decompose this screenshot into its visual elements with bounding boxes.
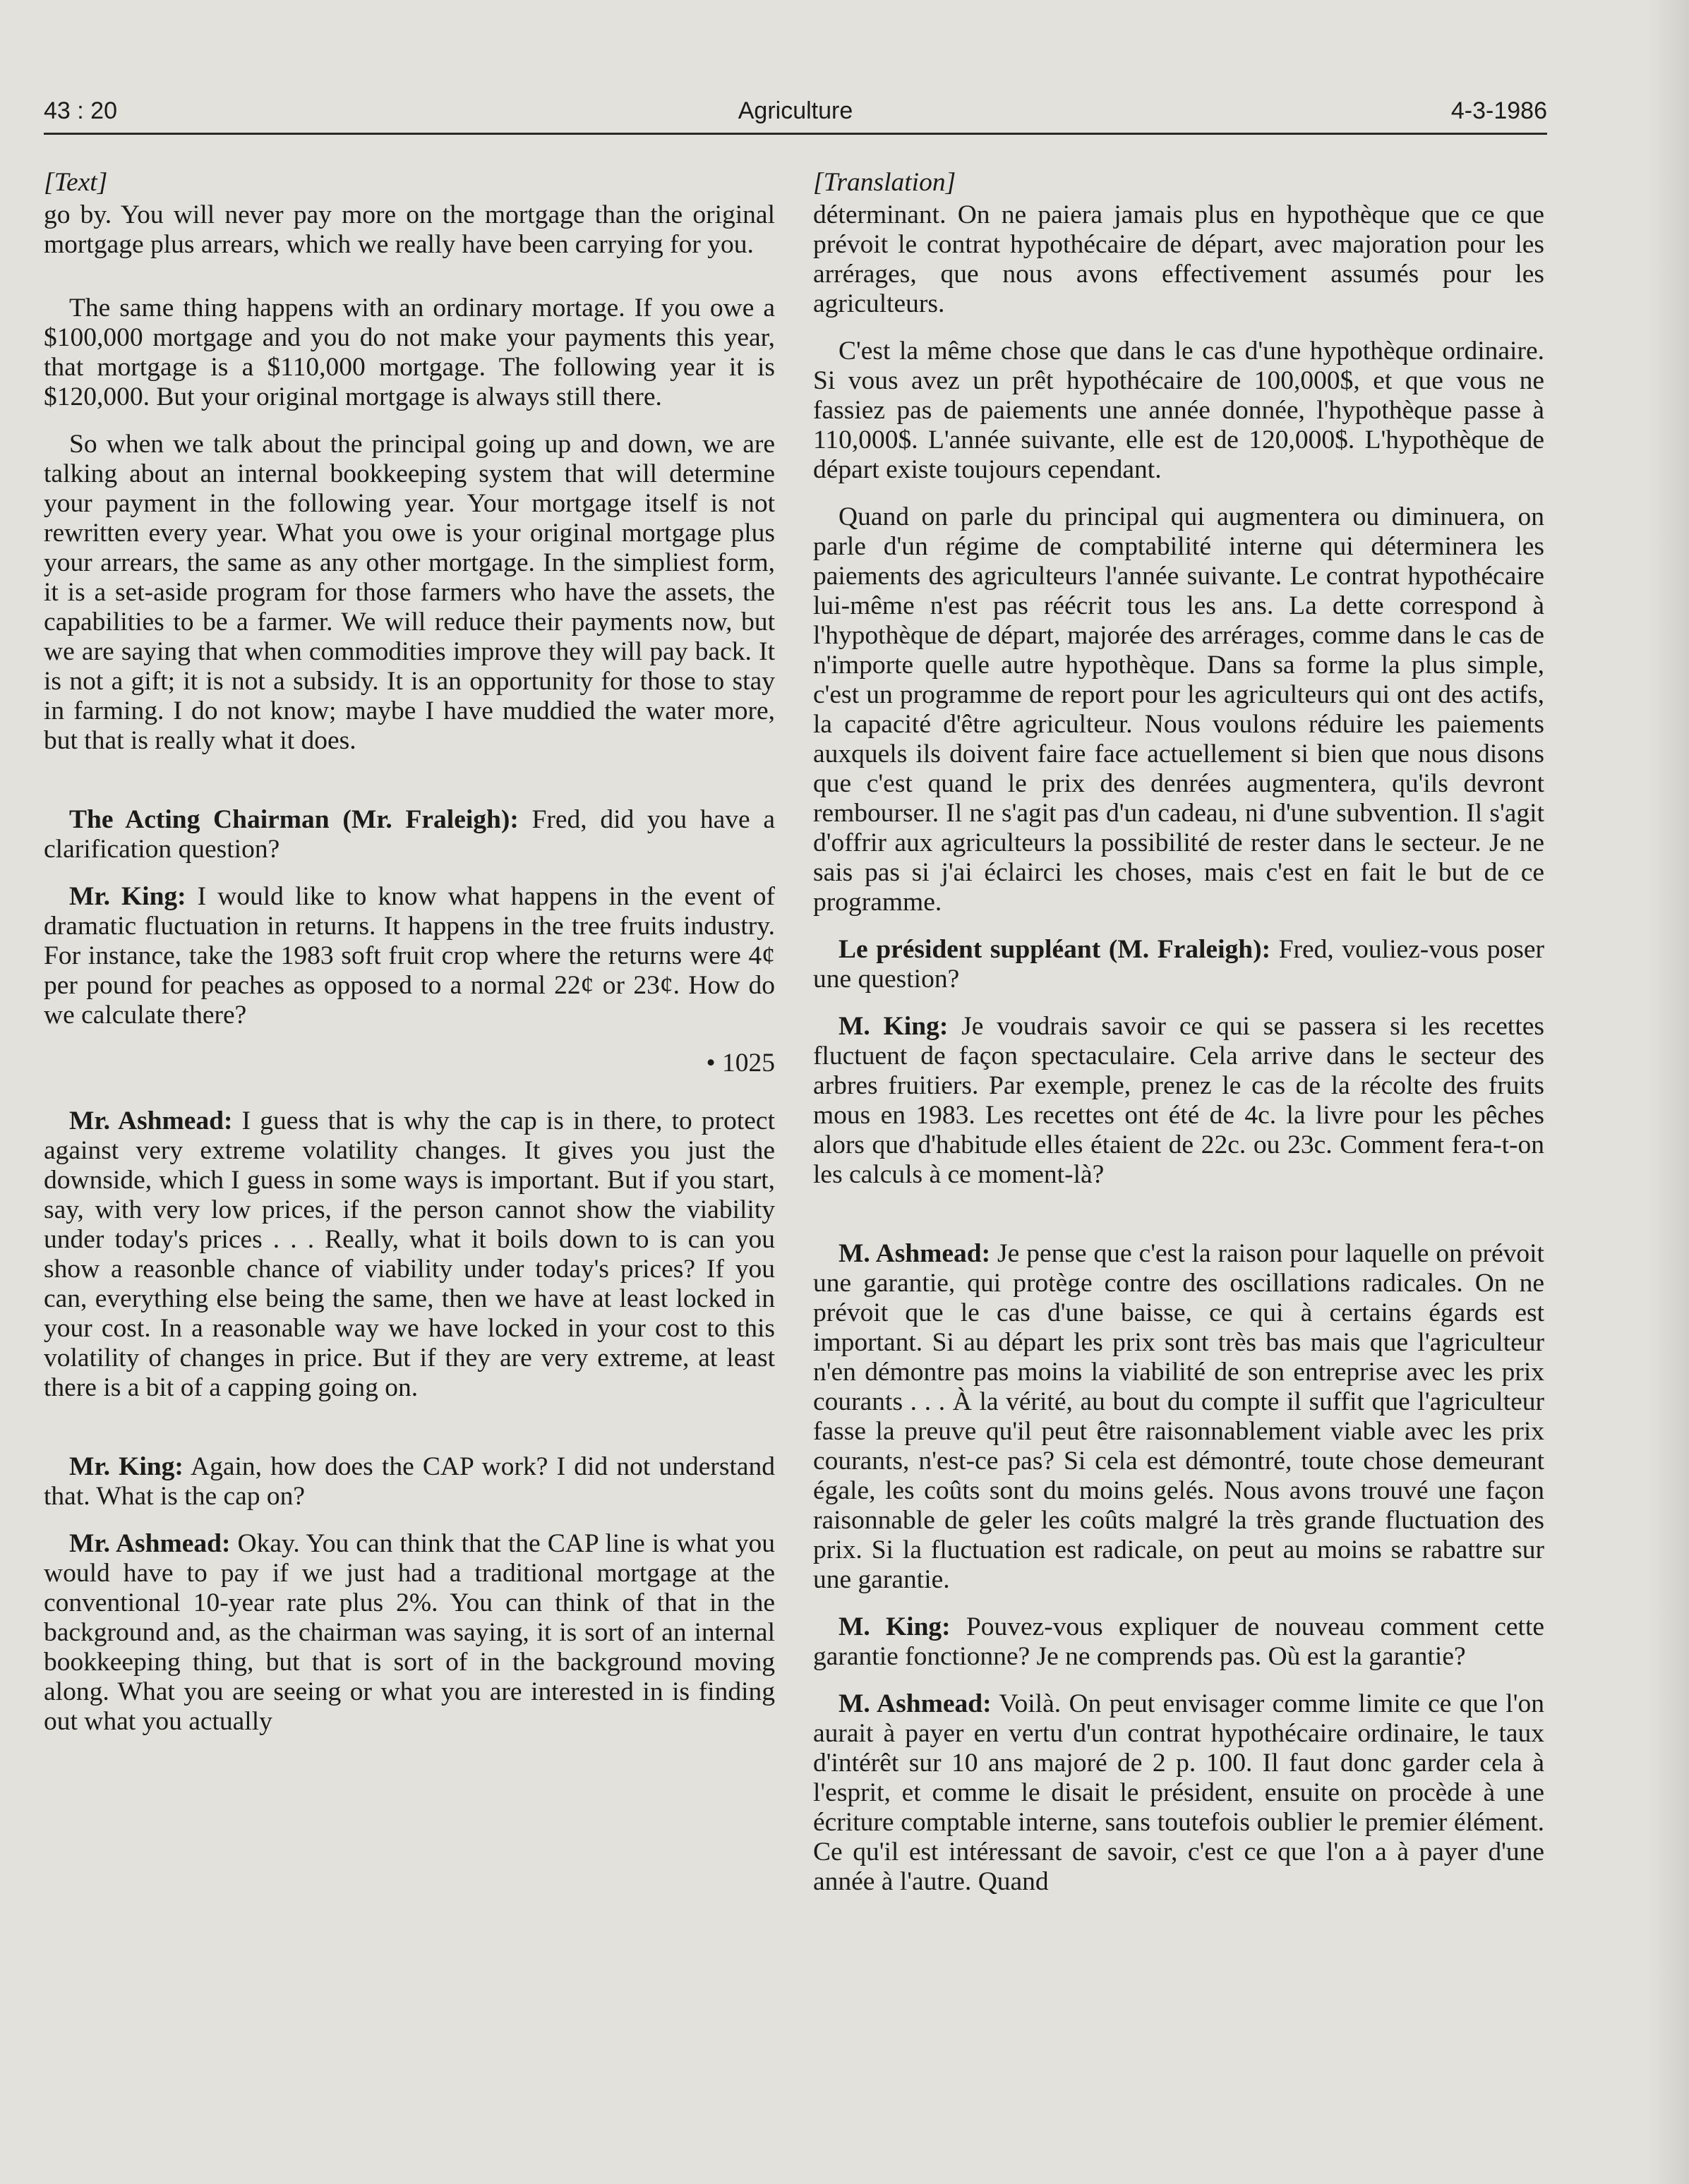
running-title: Agriculture	[738, 97, 853, 124]
speaker-name: Mr. Ashmead:	[69, 1106, 233, 1135]
paragraph: So when we talk about the principal going up and down, we are talking about an internal bookkeeping system that will determine your payment in the following year. Your mortgage itself is not rewritten every year. What you owe is your original mortgage plus your arrears, the same as any other mortgage. In the simpliest form, it is a set-aside program for those farmers who have the assets, the capabilities to be a farmer. We will reduce their payments now, but we are saying that when commodities improve they will pay back. It is not a gift; it is not a subsidy. It is an opportunity for those to stay in farming. I do not know; maybe I have muddied the water more, but that is really what it does.	[44, 430, 775, 755]
speech-text: Fred, did you have a clarification question?	[44, 805, 775, 864]
speech-paragraph	[813, 1689, 1544, 1897]
speech-text: I guess that is why the cap is in there, to protect against very extreme volatility changes. It gives you just the downside, which I guess in some ways is important. But if you start, say, with very low prices, if the person cannot show the viability under today's prices . . . Really, what it boils down to is can you show a reasonble chance of viability under today's prices? If you can, everything else being the same, then we have at least locked in your cost. In a reasonable way we have locked in your cost to this volatility of changes in price. But if they are very extreme, at least there is a bit of a capping going on.	[44, 1106, 775, 1402]
language-tag: [Text]	[44, 168, 108, 197]
speech-paragraph	[813, 1239, 1544, 1595]
speech-text: Je voudrais savoir ce qui se passera si les recettes fluctuent de façon spectaculaire. Cela arrive dans le secteur des arbres fruitiers. Par exemple, prenez le cas de la récolte des fruits mous en 1983. Les recettes ont été de 4c. la livre pour les pêches alors que d'habitude elles étaient de 22c. ou 23c. Comment fera-t-on les calculs à ce moment-là?	[813, 1012, 1545, 1189]
speech-paragraph	[44, 1106, 775, 1403]
paragraph: go by. You will never pay more on the mortgage than the original mortgage plus arrears, which we really have been carrying for you.	[44, 200, 775, 259]
paragraph: déterminant. On ne paiera jamais plus en hypothèque que ce que prévoit le contrat hypothécaire de départ, avec majoration pour les arrérages, que nous avons effectivement assumés pour les agriculteurs.	[813, 200, 1544, 318]
page-header	[44, 93, 1547, 135]
speaker-name: M. Ashmead:	[839, 1689, 992, 1718]
paragraph: Quand on parle du principal qui augmentera ou diminuera, on parle d'un régime de comptabilité interne qui déterminera les paiements des agriculteurs l'année suivante. Le contrat hypothécaire lui-même n'est pas réécrit tous les ans. La dette correspond à l'hypothèque de départ, majorée des arrérages, comme dans le cas de n'importe quelle autre hypothèque. Dans sa forme la plus simple, c'est un programme de report pour les agriculteurs qui ont des actifs, la capacité d'être agriculteur. Nous voulons réduire les paiements auxquels ils doivent faire face actuellement si bien que nous disons que c'est quand le prix des denrées augmentera, qu'ils devront rembourser. Il ne s'agit pas d'un cadeau, ni d'une subvention. Il s'agit d'offrir aux agriculteurs la possibilité de rester dans le secteur. Je ne sais pas si j'ai éclairci les choses, mais c'est en fait le but de ce programme.	[813, 502, 1544, 917]
speech-text: Okay. You can think that the CAP line is what you would have to pay if we just had a traditional mortgage at the conventional 10-year rate plus 2%. You can think of that in the background and, as the chairman was saying, it is sort of an internal bookkeeping thing, but that is sort of in the background moving along. What you are seeing or what you are interested in is finding out what you actually	[44, 1529, 775, 1736]
speaker-name: Mr. King:	[69, 882, 186, 911]
speech-text: Again, how does the CAP work? I did not understand that. What is the cap on?	[44, 1452, 776, 1511]
paragraph: The same thing happens with an ordinary mortage. If you owe a $100,000 mortgage and you do not make your payments this year, that mortgage is a $110,000 mortgage. The following year it is $120,000. But your original mortgage is always still there.	[44, 294, 775, 411]
speech-text: Je pense que c'est la raison pour laquelle on prévoit une garantie, qui protège contre des oscillations radicales. On ne prévoit que le cas d'une baisse, ce qui à certains égards est important. Si au départ les prix sont très bas mais que l'agriculteur n'en démontre pas moins la viabilité de son entreprise avec les prix courants . . . À la vérité, au bout du compte il suffit que l'agriculteur fasse la preuve qu'il peut être raisonnablement viable avec les prix courants, n'est-ce pas? Si cela est démontré, toute chose demeurant égale, les coûts sont du moins gelés. Nous avons trouvé une façon raisonnable de geler les coûts malgré la très grande fluctuation des prix. Si la fluctuation est radicale, on peut au moins se rabattre sur une garantie.	[813, 1239, 1544, 1594]
speaker-name: M. King:	[839, 1612, 951, 1641]
speech-paragraph	[813, 1012, 1544, 1190]
speaker-name: Le président suppléant (M. Fraleigh):	[839, 935, 1271, 964]
speech-paragraph	[44, 882, 775, 1030]
speech-text: I would like to know what happens in the event of dramatic fluctuation in returns. It happens in the tree fruits industry. For instance, take the 1983 soft fruit crop where the returns were 4¢ per pound for peaches as opposed to a normal 22¢ or 23¢. How do we calculate there?	[44, 882, 775, 1030]
speech-paragraph	[813, 935, 1544, 994]
french-column	[813, 168, 1544, 1914]
speaker-name: M. King:	[839, 1012, 949, 1041]
speaker-name: The Acting Chairman (Mr. Fraleigh):	[69, 805, 519, 834]
speaker-name: M. Ashmead:	[839, 1239, 991, 1268]
speech-text: Voilà. On peut envisager comme limite ce que l'on aurait à payer en vertu d'un contrat hypothécaire ordinaire, le taux d'intérêt sur 10 ans majoré de 2 p. 100. Il faut donc garder cela à l'esprit, et comme le disait le président, ensuite on procède à une écriture comptable interne, sans toutefois oublier le premier élément. Ce qu'il est intéressant de savoir, c'est ce que l'on a à payer d'une année à l'autre. Quand	[813, 1689, 1544, 1896]
page-edge-shadow	[1647, 0, 1689, 2184]
time-marker: • 1025	[706, 1049, 775, 1078]
header-date: 4-3-1986	[1450, 97, 1547, 124]
language-tag: [Translation]	[813, 168, 956, 197]
language-tag-text: Text	[54, 168, 97, 197]
speech-paragraph	[44, 1452, 775, 1512]
speech-text: Pouvez-vous expliquer de nouveau comment cette garantie fonctionne? Je ne comprends pas. Où est la garantie?	[813, 1612, 1545, 1671]
page-number: 43 : 20	[44, 97, 117, 124]
paragraph: C'est la même chose que dans le cas d'une hypothèque ordinaire. Si vous avez un prêt hypothécaire de 100,000$, et que vous ne fassiez pas de paiements une année donnée, l'hypothèque passe à 110,000$. L'année suivante, elle est de 120,000$. L'hypothèque de départ existe toujours cependant.	[813, 337, 1544, 484]
speech-paragraph	[44, 1529, 775, 1737]
speech-paragraph	[44, 805, 775, 864]
speech-paragraph	[813, 1612, 1544, 1672]
language-tag-text: Translation	[823, 168, 946, 197]
speaker-name: Mr. King:	[69, 1452, 184, 1481]
english-column	[44, 168, 775, 1754]
speech-text: Fred, vouliez-vous poser une question?	[813, 935, 1544, 994]
speaker-name: Mr. Ashmead:	[69, 1529, 231, 1558]
